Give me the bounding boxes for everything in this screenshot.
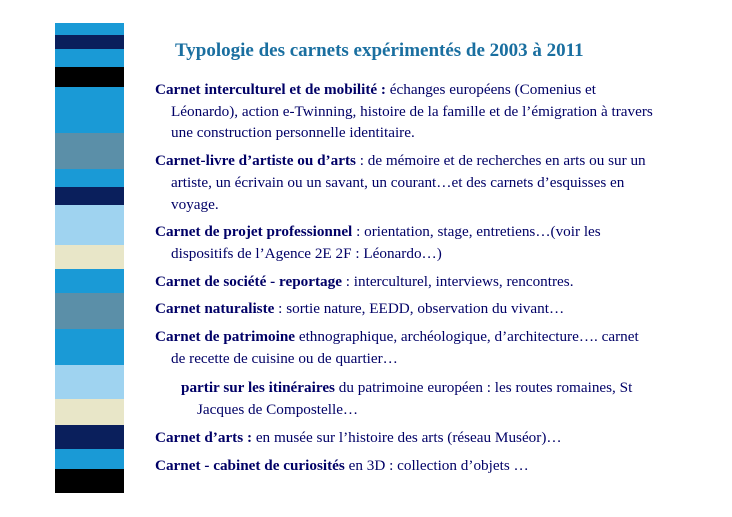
- item-text: du patrimoine européen : les routes romaines, St Jacques de Compostelle…: [197, 379, 633, 419]
- item-text: : sortie nature, EEDD, observation du vivant…: [274, 300, 565, 318]
- item-text: : de mémoire et de recherches en arts ou sur un artiste, un écrivain ou un savant, un courant…et des carnets d’esquisses en voyage.: [171, 152, 646, 213]
- stripe: [55, 399, 124, 425]
- stripe: [55, 67, 124, 87]
- item-heading: Carnet naturaliste: [155, 300, 275, 318]
- list-item: [155, 150, 655, 215]
- list-item: [155, 221, 655, 264]
- stripe: [55, 269, 124, 293]
- list-item: [155, 271, 655, 293]
- stripe: [55, 365, 124, 399]
- item-heading: Carnet - cabinet de curiosités: [155, 456, 345, 474]
- stripe: [55, 245, 124, 269]
- list-item: [155, 298, 655, 320]
- item-heading: Carnet de société - reportage: [155, 272, 342, 290]
- stripe: [55, 205, 124, 245]
- stripe: [55, 425, 124, 449]
- stripe: [55, 469, 124, 493]
- item-text: ethnographique, archéologique, d’architecture…. carnet de recette de cuisine ou de quartier…: [171, 328, 639, 367]
- list-item: [155, 455, 655, 477]
- list-item: [155, 326, 655, 369]
- stripe: [55, 449, 124, 469]
- list-item: [155, 79, 655, 144]
- carnet-list: [155, 79, 655, 476]
- list-subitem: [155, 377, 655, 420]
- item-text: : orientation, stage, entretiens…(voir les dispositifs de l’Agence 2E 2F : Léonardo…): [171, 223, 601, 262]
- stripe: [55, 329, 124, 365]
- item-text: : interculturel, interviews, rencontres.: [341, 272, 574, 290]
- item-text: en 3D : collection d’objets …: [344, 456, 529, 474]
- list-item: [155, 427, 655, 449]
- stripe: [55, 87, 124, 133]
- stripe: [55, 23, 124, 35]
- item-heading: Carnet de patrimoine: [155, 328, 296, 346]
- stripe: [55, 133, 124, 169]
- item-heading: Carnet de projet professionnel: [155, 223, 353, 241]
- item-heading: Carnet interculturel et de mobilité :: [155, 81, 386, 98]
- stripe: [55, 187, 124, 205]
- item-heading: Carnet-livre d’artiste ou d’arts: [155, 152, 356, 170]
- slide-title: Typologie des carnets expérimentés de 2003 à 2011: [175, 40, 584, 61]
- stripe: [55, 35, 124, 49]
- item-heading: partir sur les itinéraires: [181, 379, 335, 397]
- stripe: [55, 293, 124, 329]
- item-text: échanges européens (Comenius et Léonardo), action e-Twinning, histoire de la famille et de l’émigration à travers une construction personnelle identitaire.: [171, 81, 653, 142]
- item-heading: Carnet d’arts :: [155, 428, 253, 446]
- stripe: [55, 169, 124, 187]
- decorative-stripe-bar: [55, 23, 124, 493]
- stripe: [55, 49, 124, 67]
- item-text: en musée sur l’histoire des arts (réseau Muséor)…: [252, 428, 562, 446]
